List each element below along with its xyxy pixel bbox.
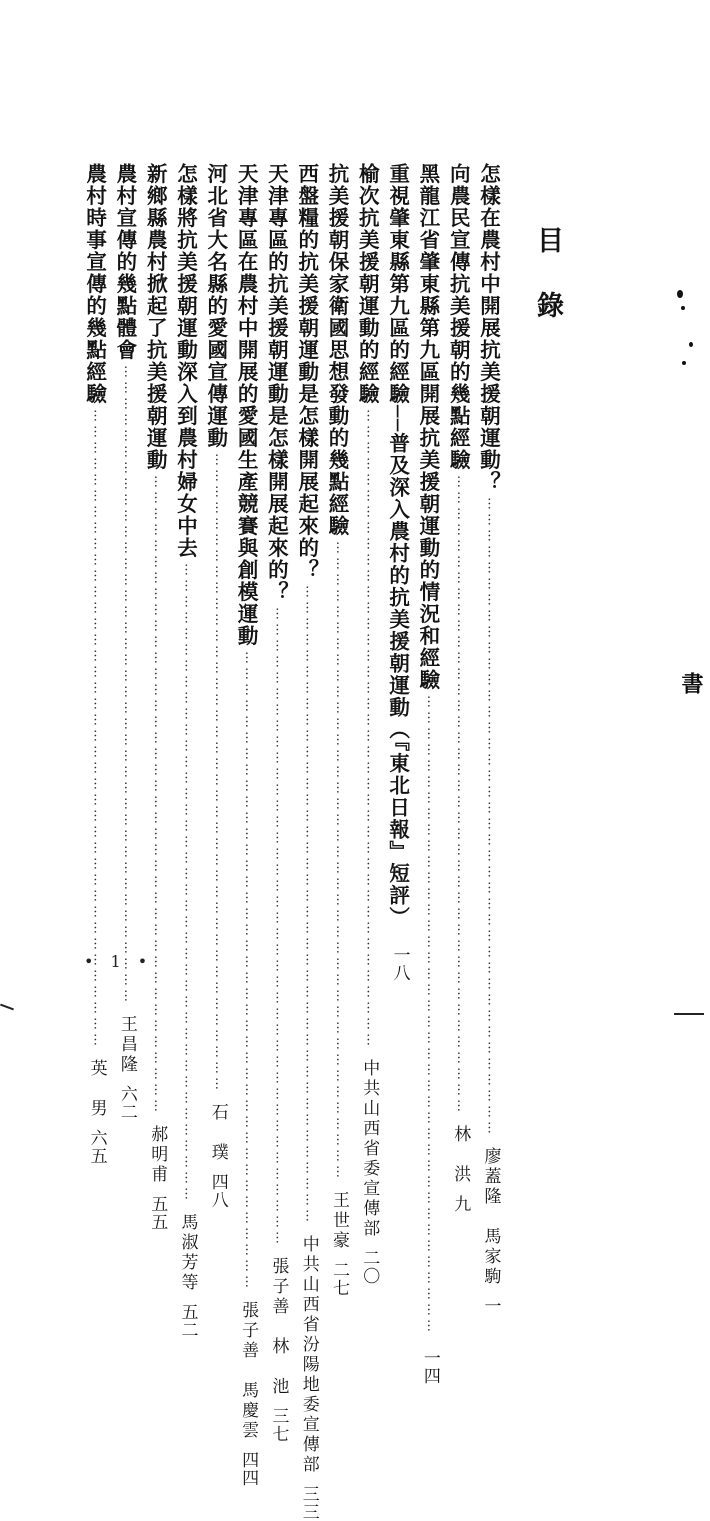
toc-entry-author: 廖蓋隆 馬家駒	[480, 1147, 501, 1287]
toc-entry	[325, 163, 349, 1297]
ink-speck	[689, 342, 693, 347]
toc-entry-page: 五二	[177, 1303, 198, 1339]
toc-entry-title: 怎樣將抗美援朝運動深入到農村婦女中去	[173, 163, 198, 559]
toc-entry-page: 三三	[298, 1485, 319, 1521]
toc-entry-page: 五五	[147, 1195, 168, 1231]
toc-entry	[446, 163, 471, 1213]
toc-entry-title: 西盤糧的抗美援朝運動是怎樣開展起來的？	[294, 163, 319, 581]
toc-entry-title: 怎樣在農村中開展抗美援朝運動？	[476, 163, 501, 493]
toc-entry	[173, 163, 198, 1339]
toc-entry-author: 張子善 林 池	[268, 1257, 289, 1397]
leader-dots: …………………………………………………………………………………………………………	[484, 497, 500, 1137]
toc-entry-title: 天津專區的抗美援朝運動是怎樣開展起來的？	[264, 163, 289, 603]
toc-entry-page: 九	[450, 1195, 471, 1213]
ink-speck	[681, 306, 685, 310]
toc-entry-author: 石 璞	[207, 1103, 228, 1163]
toc-entry-page: 六五	[86, 1129, 107, 1165]
toc-entry-title: 天津專區在農村中開展的愛國生產競賽與創模運動	[234, 163, 259, 647]
toc-heading: 目錄	[532, 226, 563, 356]
toc-entry	[112, 163, 137, 1121]
toc-entry	[82, 163, 107, 1165]
toc-entry-title: 向農民宣傳抗美援朝的幾點經驗	[446, 163, 471, 471]
leader-dots: …………………………………………………………………………………………………………	[333, 541, 348, 1181]
toc-entry-author: 郝明甫	[147, 1125, 168, 1185]
leader-dots: …………………………………………………………………………………………………………	[120, 365, 136, 1005]
toc-entry	[203, 163, 228, 1209]
toc-entry	[415, 163, 440, 1385]
leader-dots: …………………………………………………………………………………………………………	[151, 475, 167, 1115]
toc-entry-page: 六二	[116, 1085, 137, 1121]
toc-entry-author: 張子善 馬慶雲	[238, 1301, 259, 1441]
toc-entry-title: 河北省大名縣的愛國宣傳運動	[203, 163, 228, 449]
toc-entry-author: 王世豪	[329, 1191, 349, 1251]
scan-edge-mark	[0, 1004, 14, 1011]
leader-dots: …………………………………………………………………………………………………………	[181, 563, 197, 1203]
toc-entry-title: 農村宣傳的幾點體會	[112, 163, 137, 361]
page-folio: • 1 •	[84, 952, 154, 971]
toc-entry	[294, 163, 319, 1521]
toc-entry-page: 一	[480, 1297, 501, 1315]
toc-entry-title: 重視肇東縣第九區的經驗──普及深入農村的抗美援朝運動（『東北日報』短評）	[385, 163, 410, 929]
toc-entry	[264, 163, 289, 1443]
toc-entry-page: 四四	[238, 1451, 259, 1487]
toc-entry-title: 農村時事宣傳的幾點經驗	[82, 163, 107, 405]
toc-entry-author: 中共山西省委宣傳部	[359, 1059, 380, 1239]
toc-entry	[234, 163, 259, 1487]
leader-dots: …………………………………………………………………………………………………………	[211, 453, 227, 1093]
toc-entry	[355, 163, 380, 1285]
toc-entry-author: 中共山西省汾陽地委宣傳部	[298, 1235, 319, 1475]
toc-entry	[143, 163, 168, 1231]
toc-entry-page: 二七	[329, 1261, 349, 1297]
toc-entry-author: 王昌隆	[116, 1015, 137, 1075]
toc-entry	[385, 163, 410, 983]
toc-entry-author: 馬淑芳等	[177, 1213, 198, 1293]
leader-dots: …………………………………………………………………………………………………………	[242, 651, 258, 1291]
leader-dots: …………………………………………………………………………………………………………	[90, 409, 106, 1049]
leader-dots: …………………………………………………………………………………………………………	[272, 607, 288, 1247]
leader-dots: …………………………………………………………………………………………………………	[423, 695, 439, 1335]
toc-entry-page: 一八	[389, 946, 410, 983]
toc-entry-author: 林 洪	[450, 1125, 471, 1185]
toc-entry	[476, 163, 501, 1315]
leader-dots: …………………………………………………………………………………………………………	[454, 475, 470, 1115]
toc-entry-title: 抗美援朝保家衛國思想發動的幾點經驗	[325, 163, 349, 537]
toc-entry-title: 榆次抗美援朝運動的經驗	[355, 163, 380, 405]
margin-stamp-mark: 書	[678, 672, 704, 694]
toc-entry-title: 新鄉縣農村掀起了抗美援朝運動	[143, 163, 168, 471]
toc-entry-title: 黑龍江省肇東縣第九區開展抗美援朝運動的情況和經驗	[415, 163, 440, 691]
toc-entry-page: 一四	[419, 1349, 440, 1385]
toc-entry-page: 二〇	[359, 1249, 380, 1285]
ink-speck	[682, 361, 686, 365]
scan-edge-mark	[674, 1013, 704, 1015]
toc-entry-page: 四八	[207, 1173, 228, 1209]
leader-dots: …………………………………………………………………………………………………………	[363, 409, 379, 1049]
toc-entry-page: 三七	[268, 1407, 289, 1443]
ink-speck	[677, 290, 683, 298]
leader-dots: …………………………………………………………………………………………………………	[302, 585, 318, 1225]
toc-entry-author: 英 男	[86, 1059, 107, 1119]
